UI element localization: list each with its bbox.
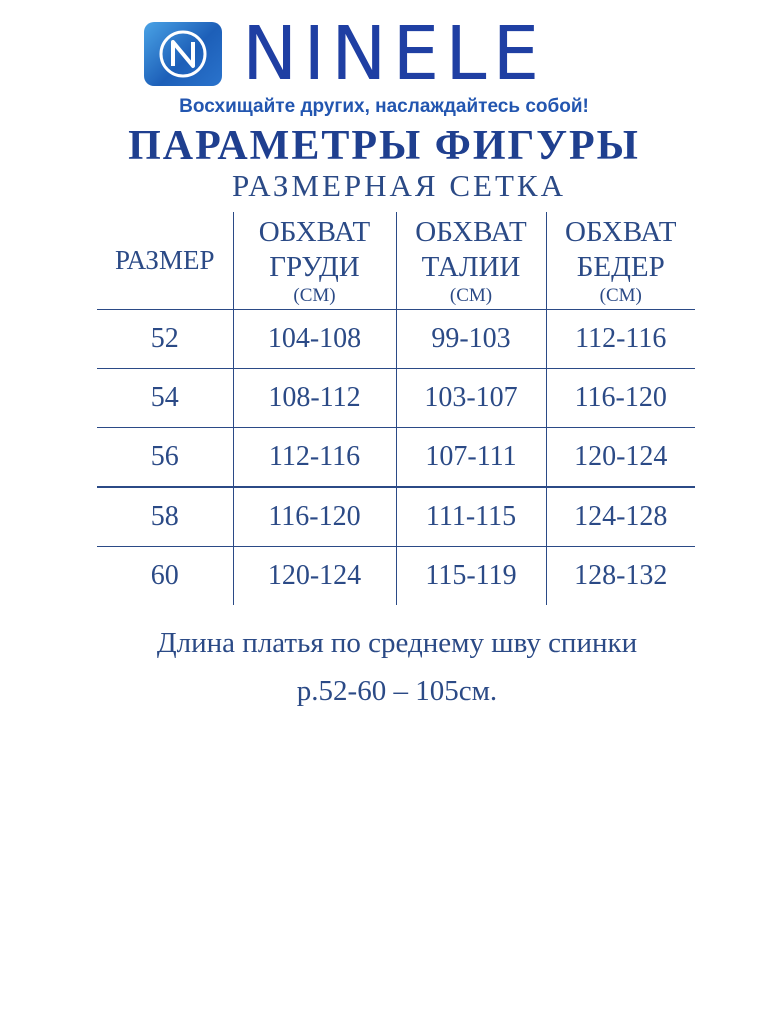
waist-cell: 99-103 bbox=[396, 310, 546, 369]
header-label: ОБХВАТ bbox=[415, 215, 527, 248]
n-monogram-icon bbox=[144, 22, 222, 86]
hips-cell: 120-124 bbox=[546, 428, 695, 488]
table-row bbox=[97, 547, 695, 606]
chest-cell: 108-112 bbox=[233, 369, 396, 428]
chest-cell: 112-116 bbox=[233, 428, 396, 488]
waist-cell: 115-119 bbox=[396, 547, 546, 606]
page-title: ПАРАМЕТРЫ ФИГУРЫ bbox=[128, 123, 640, 169]
brand-slogan: Восхищайте других, наслаждайтесь собой! bbox=[179, 96, 589, 117]
header-unit: (СМ) bbox=[293, 284, 336, 306]
size-chart-table bbox=[97, 212, 695, 605]
size-cell: 54 bbox=[97, 369, 233, 428]
dress-length-note: Длина платья по среднему шву спинки bbox=[156, 627, 638, 659]
chest-cell: 116-120 bbox=[233, 487, 396, 547]
brand-logo bbox=[142, 11, 642, 97]
header-label: ГРУДИ bbox=[269, 250, 360, 283]
brand-name: NINELE bbox=[242, 11, 546, 97]
waist-cell: 111-115 bbox=[396, 487, 546, 547]
header-waist bbox=[396, 212, 546, 310]
hips-cell: 112-116 bbox=[546, 310, 695, 369]
chest-cell: 120-124 bbox=[233, 547, 396, 606]
size-cell: 60 bbox=[150, 560, 179, 591]
page-subtitle: РАЗМЕРНАЯ СЕТКА bbox=[232, 168, 566, 203]
header-label: БЕДЕР bbox=[576, 250, 665, 283]
size-cell: 56 bbox=[97, 428, 233, 488]
header-chest bbox=[233, 212, 396, 310]
header-hips bbox=[546, 212, 695, 310]
table-row bbox=[97, 310, 695, 369]
table-row bbox=[97, 487, 695, 547]
hips-cell: 124-128 bbox=[546, 487, 695, 547]
header-size bbox=[97, 212, 233, 310]
header-unit: (СМ) bbox=[599, 284, 642, 306]
header-label: ОБХВАТ bbox=[258, 215, 371, 248]
size-cell: 58 bbox=[97, 487, 233, 547]
size-cell: 52 bbox=[97, 310, 233, 369]
waist-cell: 103-107 bbox=[396, 369, 546, 428]
header-unit: (СМ) bbox=[449, 284, 493, 306]
header-label: ТАЛИИ bbox=[421, 250, 521, 283]
dress-length-value: р.52-60 – 105см. bbox=[296, 675, 498, 707]
waist-cell: 107-111 bbox=[396, 428, 546, 488]
table-row bbox=[97, 369, 695, 428]
header-label: ОБХВАТ bbox=[565, 215, 677, 248]
header-label: РАЗМЕР bbox=[115, 244, 215, 275]
hips-cell: 116-120 bbox=[546, 369, 695, 428]
table-header-row bbox=[97, 212, 695, 310]
table-row bbox=[97, 428, 695, 488]
hips-cell: 128-132 bbox=[546, 547, 695, 606]
chest-cell: 104-108 bbox=[233, 310, 396, 369]
